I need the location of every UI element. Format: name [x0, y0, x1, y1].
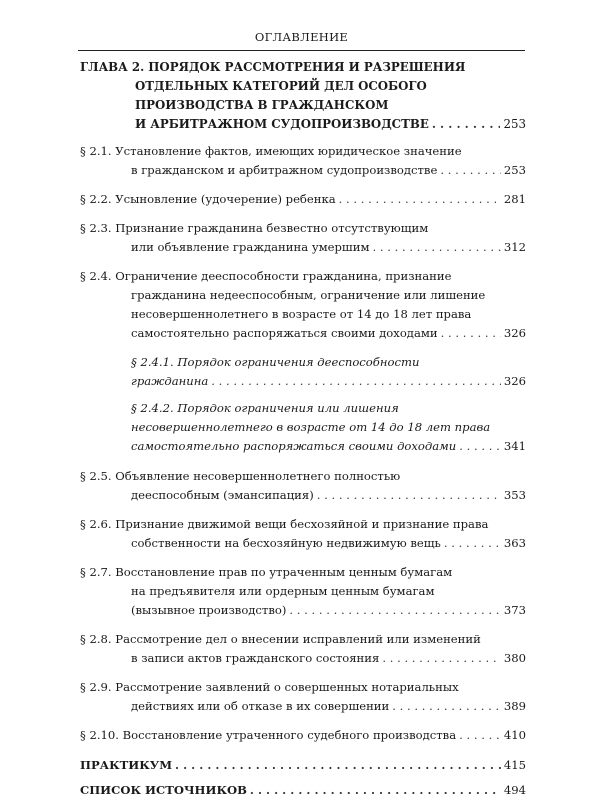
- toc-line: несовершеннолетнего в возрасте от 14 до 18 лет права: [131, 420, 491, 434]
- leader-dots: [317, 486, 501, 505]
- toc-line: ОТДЕЛЬНЫХ КАТЕГОРИЙ ДЕЛ ОСОБОГО: [135, 79, 427, 93]
- leader-dots: [444, 534, 501, 553]
- toc-line: дееспособным (эмансипация): [131, 488, 314, 502]
- page-number: 363: [503, 536, 526, 550]
- leader-dots: [392, 697, 501, 716]
- toc-line: § 2.1. Установление фактов, имеющих юридическое значение: [80, 144, 462, 158]
- toc-section-2-2[interactable]: [80, 190, 526, 209]
- toc-line: § 2.4.2. Порядок ограничения или лишения: [131, 401, 399, 415]
- toc-line: несовершеннолетнего в возрасте от 14 до 18 лет права: [131, 307, 472, 321]
- leader-dots: [382, 649, 501, 668]
- toc-subsection-2-4-2[interactable]: [131, 399, 526, 456]
- page-number: 353: [503, 488, 526, 502]
- leader-dots: [432, 115, 501, 134]
- leader-dots: [441, 324, 501, 343]
- header-rule: [78, 50, 525, 51]
- page-number: 341: [503, 439, 526, 453]
- toc-line: гражданина: [131, 374, 209, 388]
- page-number: 253: [503, 163, 526, 177]
- leader-dots: [289, 601, 500, 620]
- toc-sources[interactable]: [80, 781, 526, 800]
- toc-section-2-4[interactable]: [80, 267, 526, 343]
- leader-dots: [372, 238, 500, 257]
- leader-dots: [440, 161, 501, 180]
- toc-line: действиях или об отказе в их совершении: [131, 699, 390, 713]
- leader-dots: [459, 726, 501, 745]
- leader-dots: [339, 190, 501, 209]
- toc-line: или объявление гражданина умершим: [131, 240, 370, 254]
- toc-line: § 2.10. Восстановление утраченного судебного производства: [80, 728, 457, 742]
- toc-line: § 2.4.1. Порядок ограничения дееспособности: [131, 355, 420, 369]
- toc-line: § 2.4. Ограничение дееспособности гражданина, признание: [80, 269, 452, 283]
- toc-section-2-10[interactable]: [80, 726, 526, 745]
- toc-line: § 2.8. Рассмотрение дел о внесении исправлений или изменений: [80, 632, 481, 646]
- toc-line: § 2.5. Объявление несовершеннолетнего полностью: [80, 469, 401, 483]
- leader-dots: [211, 372, 501, 391]
- toc-line: гражданина недееспособным, ограничение или лишение: [131, 288, 486, 302]
- toc-line: § 2.6. Признание движимой вещи бесхозяйной и признание права: [80, 517, 489, 531]
- toc-line: (вызывное производство): [131, 603, 287, 617]
- leader-dots: [459, 437, 501, 456]
- toc-section-2-8[interactable]: [80, 630, 526, 668]
- toc-section-2-6[interactable]: [80, 515, 526, 553]
- toc-chapter-2[interactable]: [80, 58, 526, 134]
- page-number: 389: [503, 699, 526, 713]
- toc-section-2-7[interactable]: [80, 563, 526, 620]
- page-number: 494: [503, 783, 526, 797]
- page-number: 380: [503, 651, 526, 665]
- toc-line: в гражданском и арбитражном судопроизводстве: [131, 163, 438, 177]
- toc-line: собственности на бесхозяйную недвижимую вещь: [131, 536, 441, 550]
- page-number: 281: [503, 192, 526, 206]
- leader-dots: [175, 756, 501, 775]
- toc-section-2-9[interactable]: [80, 678, 526, 716]
- toc-line: § 2.7. Восстановление прав по утраченным ценным бумагам: [80, 565, 453, 579]
- toc-line: И АРБИТРАЖНОМ СУДОПРОИЗВОДСТВЕ: [135, 117, 429, 131]
- table-of-contents: [80, 58, 526, 806]
- toc-line: самостоятельно распоряжаться своими доходами: [131, 326, 438, 340]
- toc-line: ГЛАВА 2. ПОРЯДОК РАССМОТРЕНИЯ И РАЗРЕШЕНИЯ: [80, 60, 466, 74]
- page-number: 373: [503, 603, 526, 617]
- toc-section-2-3[interactable]: [80, 219, 526, 257]
- toc-practicum[interactable]: [80, 756, 526, 775]
- page-number: 326: [503, 326, 526, 340]
- page-number: 312: [503, 240, 526, 254]
- toc-line: самостоятельно распоряжаться своими доходами: [131, 439, 457, 453]
- toc-line: СПИСОК ИСТОЧНИКОВ: [80, 783, 247, 797]
- toc-subsection-2-4-1[interactable]: [131, 353, 526, 391]
- toc-section-2-5[interactable]: [80, 467, 526, 505]
- running-header: ОГЛАВЛЕНИЕ: [254, 30, 349, 44]
- toc-line: ПРОИЗВОДСТВА В ГРАЖДАНСКОМ: [135, 98, 389, 112]
- page-number: 253: [503, 117, 526, 131]
- page-number: 326: [503, 374, 526, 388]
- toc-line: § 2.3. Признание гражданина безвестно отсутствующим: [80, 221, 429, 235]
- leader-dots: [250, 781, 501, 800]
- page-number: 415: [503, 758, 526, 772]
- toc-line: в записи актов гражданского состояния: [131, 651, 380, 665]
- toc-line: § 2.2. Усыновление (удочерение) ребенка: [80, 192, 336, 206]
- page-number: 410: [503, 728, 526, 742]
- toc-line: на предъявителя или ордерным ценным бумагам: [131, 584, 435, 598]
- toc-line: ПРАКТИКУМ: [80, 758, 173, 772]
- toc-section-2-1[interactable]: [80, 142, 526, 180]
- toc-line: § 2.9. Рассмотрение заявлений о совершенных нотариальных: [80, 680, 459, 694]
